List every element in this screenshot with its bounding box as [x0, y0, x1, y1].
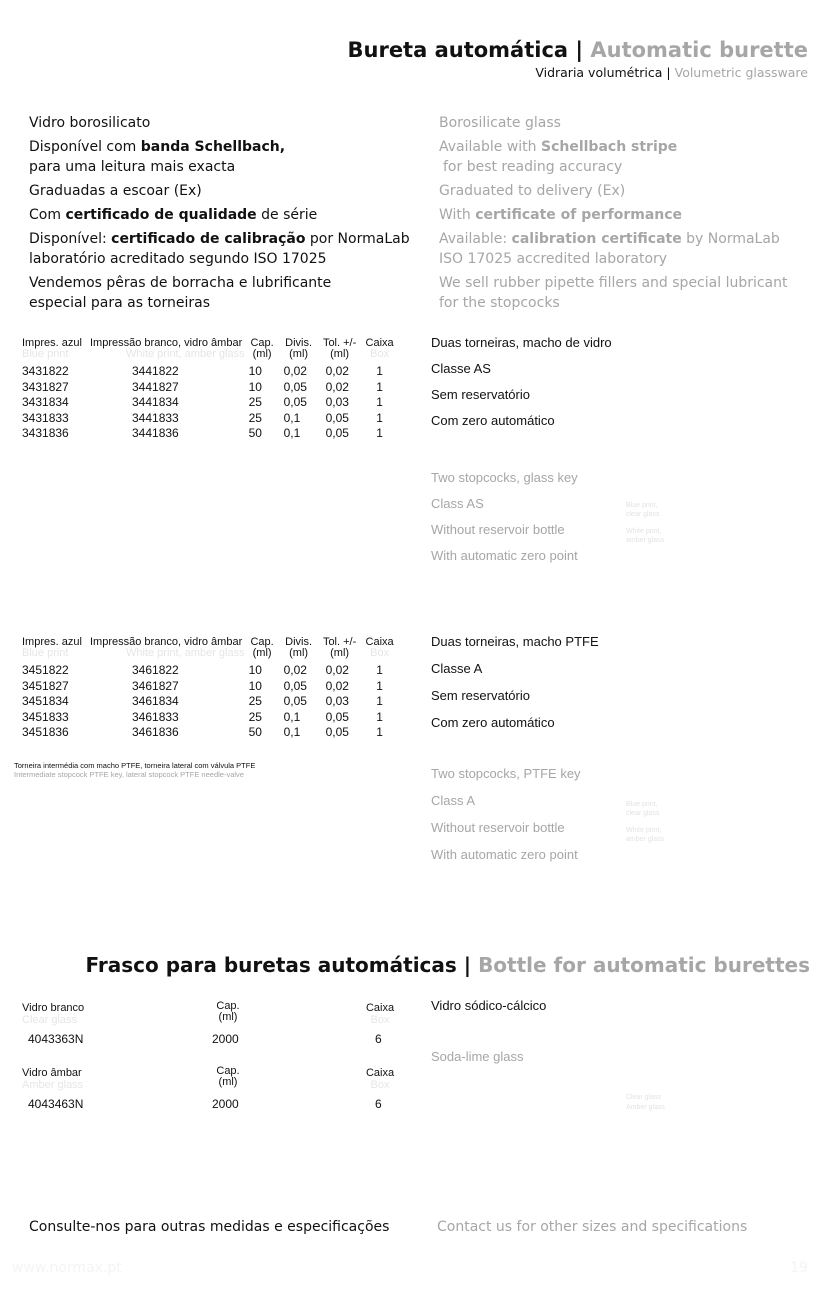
feature-pt-4c: de série: [256, 207, 318, 223]
cell-tolerance: 0,05: [325, 725, 349, 739]
col-blue-print-en: Blue print: [22, 647, 69, 659]
col-blue-print-en: Blue print: [22, 348, 69, 360]
bottle-amber-code: 4043463N: [28, 1097, 84, 1111]
table-row: [22, 694, 398, 710]
thumb-label-line: Blue print,: [626, 502, 658, 509]
product-table-1: [22, 338, 398, 442]
desc-en-line: With automatic zero point: [431, 548, 578, 563]
bottle-box-label: Caixa: [365, 1002, 395, 1014]
desc-pt-line: Duas torneiras, macho de vidro: [431, 335, 612, 350]
feature-pt-2: [29, 137, 410, 157]
feature-pt-4: [29, 205, 410, 225]
feature-pt-5b: certificado de calibração: [111, 231, 306, 247]
feature-en-5c: by NormaLab: [681, 231, 780, 247]
col-capacity-unit: (ml): [252, 348, 272, 360]
cell-tolerance: 0,02: [325, 379, 349, 394]
col-tolerance: [318, 338, 362, 364]
col-tolerance-unit: (ml): [330, 348, 350, 360]
col-box-label: Caixa: [365, 337, 394, 349]
table-1-header: [22, 338, 398, 364]
cell-division: 0,05: [283, 694, 307, 708]
feature-pt-2b: banda Schellbach,: [140, 139, 286, 155]
bottle-amber-box-header: [365, 1067, 395, 1091]
contact-pt: Consulte-nos para outras medidas e especificações: [29, 1219, 390, 1235]
cell-division: 0,1: [283, 725, 301, 739]
col-blue-print-label: Impres. azul: [22, 337, 82, 349]
feature-pt-5d: laboratório acreditado segundo ISO 17025: [29, 251, 327, 267]
thumb-label-amber: Amber glass: [626, 1104, 665, 1111]
feature-en-2b: Schellbach stripe: [540, 139, 678, 155]
bottle-amber-capacity: 2000: [212, 1097, 239, 1111]
col-tolerance-unit: (ml): [330, 647, 350, 659]
desc-en-line: Two stopcocks, PTFE key: [431, 766, 581, 781]
cell-division: 0,02: [283, 364, 307, 378]
cell-code-blue: 3431834: [22, 395, 69, 409]
desc-pt-line: Com zero automático: [431, 413, 555, 428]
col-division: [280, 338, 318, 364]
table-2-note: [14, 761, 255, 779]
bottle-amber-cap-header: [213, 1066, 243, 1088]
cell-capacity: 10: [248, 379, 262, 394]
col-division: [280, 637, 318, 663]
cell-code-blue: 3451822: [22, 663, 69, 677]
col-division-unit: (ml): [289, 647, 309, 659]
bottle-title-separator: |: [463, 953, 472, 977]
cell-code-blue: 3451834: [22, 694, 69, 708]
cell-capacity: 50: [248, 426, 262, 440]
col-capacity: [245, 338, 280, 364]
bottle-desc-pt: Vidro sódico-cálcico: [431, 998, 547, 1013]
desc-en-line: Class A: [431, 793, 476, 808]
table-1: [22, 338, 398, 442]
desc-en-line: Two stopcocks, glass key: [431, 470, 578, 485]
col-capacity-label: Cap.: [250, 636, 274, 648]
page-number: 19: [790, 1260, 808, 1276]
bottle-title: [86, 953, 810, 977]
cell-code-blue: 3431836: [22, 426, 69, 440]
col-tolerance-label: Tol. +/-: [322, 337, 357, 349]
title-separator: |: [575, 38, 584, 62]
cell-tolerance: 0,03: [325, 694, 349, 708]
cell-code-white: 3461836: [132, 725, 179, 739]
table-1-desc-en: [431, 470, 578, 574]
feature-en-4: [439, 205, 788, 225]
cell-box: 1: [376, 725, 383, 739]
feature-en-1: Borosilicate glass: [439, 115, 561, 131]
footer-url[interactable]: www.normax.pt: [12, 1260, 122, 1276]
col-box-label: Caixa: [365, 636, 394, 648]
bottle-box-label: Caixa: [365, 1067, 395, 1079]
bottle-box-label-en: Box: [370, 1014, 390, 1026]
col-capacity-label: Cap.: [250, 337, 274, 349]
thumb-label-line: White print,: [626, 528, 662, 535]
cell-code-blue: 3451827: [22, 678, 69, 693]
thumb-label-blue: [626, 501, 659, 519]
table-row: [22, 426, 398, 442]
bottle-title-en: Bottle for automatic burettes: [478, 953, 810, 977]
bottle-cap-unit: (ml): [218, 1011, 238, 1023]
feature-en-5b: calibration certificate: [511, 231, 682, 247]
cell-code-blue: 3431822: [22, 364, 69, 378]
title-pt: Bureta automática: [347, 38, 569, 62]
cell-tolerance: 0,02: [325, 364, 349, 378]
thumb-label-white: [626, 527, 664, 545]
bottle-white-capacity: 2000: [212, 1032, 239, 1046]
bottle-white-label-en: Clear glass: [22, 1014, 78, 1026]
page-subtitle: [535, 65, 808, 80]
feature-pt-2a: Disponível com: [29, 139, 141, 155]
feature-en-4b: certificate of performance: [475, 207, 683, 223]
bottle-amber-label-en: Amber glass: [22, 1079, 84, 1091]
product-table-2: [22, 637, 398, 741]
desc-en-line: Without reservoir bottle: [431, 820, 565, 835]
col-tolerance-label: Tol. +/-: [322, 636, 357, 648]
desc-pt-line: Duas torneiras, macho PTFE: [431, 634, 599, 649]
bottle-amber-label: [22, 1067, 83, 1091]
bottle-cap-label: Cap.: [216, 1000, 240, 1012]
table-row: [22, 364, 398, 380]
page-title: [348, 38, 809, 62]
desc-pt-line: Sem reservatório: [431, 387, 530, 402]
col-white-print-en: White print, amber glass: [126, 647, 245, 659]
subtitle-en: Volumetric glassware: [674, 65, 808, 80]
cell-division: 0,05: [283, 395, 307, 409]
cell-code-white: 3441833: [132, 410, 179, 425]
table-2-desc-pt: [431, 634, 599, 742]
table-row: [22, 679, 398, 695]
features-en: [439, 113, 788, 313]
feature-pt-5a: Disponível:: [29, 231, 112, 247]
thumb-label-white: [626, 826, 664, 844]
cell-tolerance: 0,02: [325, 663, 349, 677]
feature-en-2a: Available with: [439, 139, 541, 155]
cell-code-white: 3441834: [132, 395, 179, 409]
col-white-print: [90, 338, 245, 364]
table-row: [22, 725, 398, 741]
cell-box: 1: [376, 410, 383, 425]
feature-en-2c: for best reading accuracy: [443, 159, 623, 175]
cell-code-white: 3441827: [132, 379, 179, 394]
cell-box: 1: [376, 694, 383, 708]
cell-code-blue: 3431827: [22, 379, 69, 394]
desc-pt-line: Classe AS: [431, 361, 491, 376]
desc-pt-line: Sem reservatório: [431, 688, 530, 703]
table-2: [22, 637, 398, 741]
cell-capacity: 10: [248, 663, 262, 677]
cell-division: 0,1: [283, 410, 301, 425]
col-white-print-label: Impressão branco, vidro âmbar: [90, 337, 243, 349]
bottle-cap-label: Cap.: [216, 1065, 240, 1077]
feature-pt-2c: para uma leitura mais exacta: [29, 159, 236, 175]
bottle-title-pt: Frasco para buretas automáticas: [85, 953, 457, 977]
table-2-header: [22, 637, 398, 663]
bottle-desc-en: Soda-lime glass: [431, 1049, 524, 1064]
cell-division: 0,05: [283, 678, 307, 693]
col-division-label: Divis.: [285, 337, 313, 349]
feature-en-3: Graduated to delivery (Ex): [439, 183, 626, 199]
cell-box: 1: [376, 663, 383, 677]
cell-tolerance: 0,05: [325, 410, 349, 425]
col-blue-print-label: Impres. azul: [22, 636, 82, 648]
cell-code-blue: 3451833: [22, 709, 69, 724]
contact-en: Contact us for other sizes and specifications: [437, 1219, 748, 1235]
thumb-label-line: Blue print,: [626, 801, 658, 808]
cell-capacity: 50: [248, 725, 262, 739]
desc-en-line: With automatic zero point: [431, 847, 578, 862]
col-blue-print: [22, 338, 90, 364]
cell-code-white: 3441836: [132, 426, 179, 440]
feature-pt-4b: certificado de qualidade: [65, 207, 257, 223]
table-row: [22, 395, 398, 411]
feature-en-5: [439, 229, 788, 249]
feature-en-2: [439, 137, 788, 157]
cell-division: 0,02: [283, 663, 307, 677]
table-1-desc-pt: [431, 335, 612, 439]
cell-box: 1: [376, 379, 383, 394]
thumb-label-blue: [626, 800, 659, 818]
table-2-desc-en: [431, 766, 581, 874]
thumb-label-line: amber glass: [626, 537, 665, 544]
feature-pt-5c: por NormaLab: [305, 231, 410, 247]
desc-pt-line: Com zero automático: [431, 715, 555, 730]
subtitle-separator: |: [666, 65, 671, 80]
feature-en-5a: Available:: [439, 231, 512, 247]
cell-code-blue: 3451836: [22, 725, 69, 739]
table-2-note-pt: Torneira intermédia com macho PTFE, torneira lateral com válvula PTFE: [14, 761, 256, 770]
col-capacity: [245, 637, 280, 663]
col-box-en: Box: [370, 348, 390, 360]
cell-division: 0,1: [283, 426, 301, 440]
bottle-white-label: [22, 1002, 84, 1026]
cell-tolerance: 0,02: [325, 678, 349, 693]
feature-en-6b: for the stopcocks: [439, 295, 560, 311]
thumb-label-clear: Clear glass: [626, 1094, 662, 1101]
cell-code-white: 3461827: [132, 678, 179, 693]
col-blue-print: [22, 637, 90, 663]
cell-tolerance: 0,05: [325, 426, 349, 440]
cell-box: 1: [376, 678, 383, 693]
bottle-amber-label-pt: Vidro âmbar: [22, 1067, 82, 1079]
col-box: [362, 338, 398, 364]
cell-box: 1: [376, 364, 383, 378]
page-footer: [0, 1252, 820, 1311]
table-2-note-en: Intermediate stopcock PTFE key, lateral stopcock PTFE needle-valve: [14, 770, 244, 779]
table-row: [22, 710, 398, 726]
table-row: [22, 663, 398, 679]
cell-box: 1: [376, 395, 383, 409]
col-white-print-label: Impressão branco, vidro âmbar: [90, 636, 243, 648]
bottle-white-label-pt: Vidro branco: [22, 1002, 85, 1014]
features-pt: [29, 113, 410, 313]
col-division-label: Divis.: [285, 636, 313, 648]
bottle-cap-unit: (ml): [218, 1076, 238, 1088]
cell-code-blue: 3431833: [22, 410, 69, 425]
desc-pt-line: Classe A: [431, 661, 483, 676]
cell-capacity: 10: [248, 678, 262, 693]
cell-capacity: 25: [248, 410, 262, 425]
cell-code-white: 3441822: [132, 364, 179, 378]
col-capacity-unit: (ml): [252, 647, 272, 659]
thumb-label-line: amber glass: [626, 836, 665, 843]
feature-pt-4a: Com: [29, 207, 66, 223]
feature-pt-5: [29, 229, 410, 249]
cell-tolerance: 0,05: [325, 709, 349, 724]
cell-code-white: 3461833: [132, 709, 179, 724]
subtitle-pt: Vidraria volumétrica: [535, 65, 663, 80]
col-white-print: [90, 637, 245, 663]
cell-capacity: 25: [248, 709, 262, 724]
desc-en-line: Without reservoir bottle: [431, 522, 565, 537]
col-division-unit: (ml): [289, 348, 309, 360]
cell-code-white: 3461834: [132, 694, 179, 708]
cell-capacity: 25: [248, 395, 262, 409]
cell-capacity: 25: [248, 694, 262, 708]
col-box-en: Box: [370, 647, 390, 659]
feature-en-6a: We sell rubber pipette fillers and special lubricant: [439, 275, 788, 291]
cell-tolerance: 0,03: [325, 395, 349, 409]
feature-pt-1: Vidro borosilicato: [29, 115, 151, 131]
feature-en-5d: ISO 17025 accredited laboratory: [439, 251, 668, 267]
bottle-box-label-en: Box: [370, 1079, 390, 1091]
thumb-label-line: clear glass: [626, 810, 660, 817]
feature-en-4a: With: [439, 207, 476, 223]
thumb-label-line: clear glass: [626, 511, 660, 518]
feature-pt-3: Graduadas a escoar (Ex): [29, 183, 202, 199]
bottle-white-box-header: [365, 1002, 395, 1026]
col-tolerance: [318, 637, 362, 663]
cell-division: 0,05: [283, 379, 307, 394]
bottle-amber-qty: 6: [375, 1097, 382, 1111]
cell-box: 1: [376, 709, 383, 724]
cell-code-white: 3461822: [132, 663, 179, 677]
title-en: Automatic burette: [590, 38, 808, 62]
cell-capacity: 10: [248, 364, 262, 378]
thumb-label-line: White print,: [626, 827, 662, 834]
feature-pt-6a: Vendemos pêras de borracha e lubrificante: [29, 275, 332, 291]
table-row: [22, 380, 398, 396]
desc-en-line: Class AS: [431, 496, 484, 511]
col-box: [362, 637, 398, 663]
bottle-white-cap-header: [213, 1001, 243, 1023]
col-white-print-en: White print, amber glass: [126, 348, 245, 360]
bottle-white-code: 4043363N: [28, 1032, 84, 1046]
feature-pt-6b: especial para as torneiras: [29, 295, 211, 311]
cell-box: 1: [376, 426, 383, 440]
bottle-white-qty: 6: [375, 1032, 382, 1046]
cell-division: 0,1: [283, 709, 301, 724]
table-row: [22, 411, 398, 427]
